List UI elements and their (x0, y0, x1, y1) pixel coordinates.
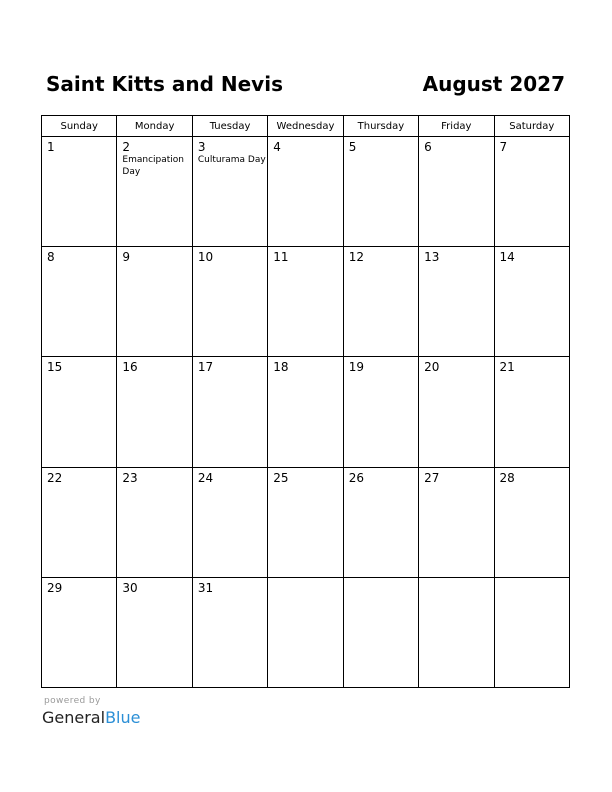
day-cell (42, 247, 117, 357)
day-cell-content (193, 247, 267, 264)
day-cell-content (42, 247, 116, 264)
day-cell (268, 247, 343, 357)
weekday-header: Thursday (343, 116, 418, 137)
day-cell-content (193, 468, 267, 485)
week-row (42, 247, 570, 357)
day-cell (343, 357, 418, 467)
day-cell-content (42, 578, 116, 595)
day-cell (419, 577, 494, 687)
day-number: 25 (273, 470, 289, 485)
day-cell-content (268, 247, 342, 264)
day-cell (117, 577, 192, 687)
day-number: 13 (424, 250, 440, 265)
day-number: 10 (197, 250, 214, 265)
day-cell-content (193, 578, 267, 595)
day-number: 29 (47, 580, 63, 595)
calendar-month-title: August 2027 (422, 72, 565, 96)
day-cell-content (495, 357, 569, 374)
day-cell (42, 357, 117, 467)
day-cell-content (419, 137, 493, 154)
day-cell (494, 137, 569, 247)
day-cell-content (419, 578, 493, 581)
day-cell (268, 357, 343, 467)
week-row (42, 467, 570, 577)
day-cell-content (42, 468, 116, 485)
brand-name-part2: Blue (105, 708, 141, 727)
day-cell (419, 467, 494, 577)
powered-by-text: powered by (44, 696, 101, 706)
weekday-header-row (42, 116, 570, 137)
generalblue-logo (42, 708, 140, 728)
day-cell (494, 467, 569, 577)
footer-branding (42, 696, 140, 728)
week-row (42, 357, 570, 467)
day-cell (192, 137, 267, 247)
day-cell (192, 467, 267, 577)
day-cell (42, 137, 117, 247)
weekday-header: Friday (419, 116, 494, 137)
day-cell-content (193, 137, 267, 166)
day-number: 23 (122, 470, 138, 485)
day-cell (117, 467, 192, 577)
day-number: 19 (348, 360, 364, 375)
weekday-header: Tuesday (192, 116, 267, 137)
weekday-header: Sunday (42, 116, 117, 137)
day-number: 6 (424, 140, 432, 154)
day-number: 27 (424, 470, 440, 485)
day-cell-content (117, 468, 191, 485)
day-cell-content (495, 137, 569, 154)
day-cell-content (117, 137, 191, 178)
day-cell-content (495, 247, 569, 264)
day-number: 3 (197, 140, 206, 154)
brand-name-part1: General (42, 708, 106, 727)
day-number: 20 (424, 360, 440, 375)
day-cell-content (268, 357, 342, 374)
day-number: 11 (273, 250, 289, 265)
day-cell-content (268, 578, 342, 581)
day-cell-content (495, 468, 569, 485)
day-number: 14 (499, 250, 515, 265)
day-cell (268, 577, 343, 687)
day-cell (419, 357, 494, 467)
day-cell-content (419, 468, 493, 485)
day-cell-content (117, 247, 191, 264)
day-cell (494, 357, 569, 467)
day-cell-content (268, 137, 342, 154)
day-cell-content (117, 357, 191, 374)
day-number: 17 (197, 360, 214, 375)
day-number: 22 (47, 470, 63, 485)
day-cell-content (344, 468, 418, 485)
day-number: 21 (499, 360, 515, 375)
day-cell-content (495, 578, 569, 581)
day-number: 24 (197, 470, 214, 485)
day-cell (343, 577, 418, 687)
day-cell-content (344, 247, 418, 264)
day-number: 18 (273, 360, 289, 375)
day-cell (42, 467, 117, 577)
day-number: 1 (47, 140, 55, 154)
day-number: 31 (197, 580, 214, 595)
weekday-header: Wednesday (268, 116, 343, 137)
day-number: 28 (499, 470, 515, 485)
week-row (42, 577, 570, 687)
day-cell (117, 357, 192, 467)
day-cell-content (419, 357, 493, 374)
weekday-header: Monday (117, 116, 192, 137)
day-cell (117, 247, 192, 357)
day-cell-content (344, 137, 418, 154)
day-number: 8 (47, 250, 55, 265)
holiday-label: Emancipation Day (122, 155, 185, 177)
weekday-header: Saturday (494, 116, 569, 137)
day-cell-content (42, 137, 116, 154)
day-number: 7 (499, 140, 508, 154)
day-cell (343, 247, 418, 357)
day-cell-content (42, 357, 116, 374)
day-cell (494, 577, 569, 687)
day-number: 5 (348, 140, 357, 154)
day-cell (343, 467, 418, 577)
day-cell (192, 357, 267, 467)
day-cell-content (419, 247, 493, 264)
day-cell-content (268, 468, 342, 485)
day-cell (268, 467, 343, 577)
day-cell (419, 137, 494, 247)
holiday-label: Culturama Day (197, 155, 266, 165)
day-number: 2 (122, 140, 131, 154)
day-cell (192, 577, 267, 687)
day-cell (419, 247, 494, 357)
day-cell-content (344, 357, 418, 374)
day-number: 15 (47, 360, 63, 375)
day-number: 16 (122, 360, 138, 375)
day-cell (42, 577, 117, 687)
week-row (42, 137, 570, 247)
day-number: 26 (348, 470, 364, 485)
day-number: 4 (273, 140, 281, 154)
day-cell (268, 137, 343, 247)
day-cell (494, 247, 569, 357)
calendar-grid (41, 115, 570, 688)
day-cell (192, 247, 267, 357)
day-cell (343, 137, 418, 247)
day-cell-content (117, 578, 191, 595)
day-number: 12 (348, 250, 364, 265)
day-number: 30 (122, 580, 138, 595)
day-number: 9 (122, 250, 131, 265)
day-cell-content (344, 578, 418, 581)
day-cell (117, 137, 192, 247)
calendar-country-title: Saint Kitts and Nevis (46, 72, 283, 96)
day-cell-content (193, 357, 267, 374)
